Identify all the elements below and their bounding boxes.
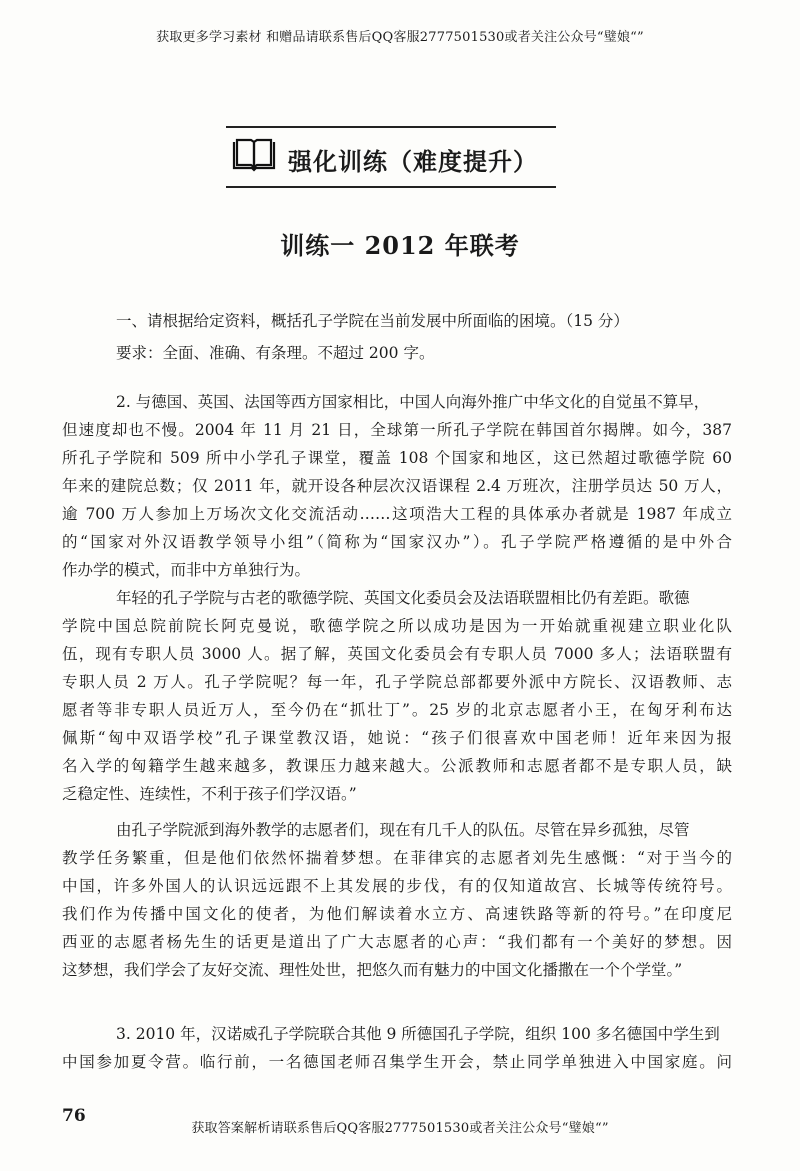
material-line: 年来的建院总数；仅 2011 年，就开设各种层次汉语课程 2.4 万班次，注册学员达 50 万人，	[62, 477, 732, 495]
material-line: 名入学的匈籍学生越来越多，教课压力越来越大。公派教师和志愿者都不是专职人员，缺	[62, 757, 732, 775]
material-line: 的“国家对外汉语教学领导小组”（简称为“国家汉办”）。孔子学院严格遵循的是中外合	[62, 533, 732, 551]
title-rule-top	[226, 126, 556, 128]
material-line: 但速度却也不慢。2004 年 11 月 21 日，全球第一所孔子学院在韩国首尔揭牌。如今，387	[62, 421, 732, 439]
title-rule-bottom	[226, 186, 556, 188]
material-line: 中国参加夏令营。临行前，一名德国老师召集学生开会，禁止同学单独进入中国家庭。问	[62, 1053, 732, 1071]
section-title: 强化训练（难度提升）	[288, 147, 538, 176]
material-line: 伍，现有专职人员 3000 人。据了解，英国文化委员会有专职人员 7000 多人；法语联盟有	[62, 645, 732, 663]
material-line: 乏稳定性、连续性，不利于孩子们学汉语。”	[62, 785, 357, 803]
footer-note: 获取答案解析请联系售后QQ客服2777501530或者关注公众号“璧娘“”	[191, 1121, 609, 1136]
header-note: 获取更多学习素材 和赠品请联系售后QQ客服2777501530或者关注公众号“璧娘“”	[156, 30, 644, 45]
material-line: 3. 2010 年，汉诺威孔子学院联合其他 9 所德国孔子学院，组织 100 多名德国中学生到	[116, 1025, 720, 1043]
material-line: 逾 700 万人参加上万场次文化交流活动……这项浩大工程的具体承办者就是 1987 年成立	[62, 505, 732, 523]
material-line: 学院中国总院前院长阿克曼说，歌德学院之所以成功是因为一开始就重视建立职业化队	[62, 617, 732, 635]
material-line: 佩斯“匈中双语学校”孔子课堂教汉语，她说：“孩子们很喜欢中国老师！近年来因为报	[62, 729, 732, 747]
question-prompt: 一、请根据给定资料，概括孔子学院在当前发展中所面临的困境。（15 分）	[116, 312, 629, 330]
question-requirement: 要求：全面、准确、有条理。不超过 200 字。	[116, 344, 435, 362]
material-line: 这梦想，我们学会了友好交流、理性处世，把悠久而有魅力的中国文化播撒在一个个学堂。”	[62, 961, 683, 979]
material-line: 西亚的志愿者杨先生的话更是道出了广大志愿者的心声：“我们都有一个美好的梦想。因	[62, 933, 732, 951]
material-line: 由孔子学院派到海外教学的志愿者们，现在有几千人的队伍。尽管在异乡孤独，尽管	[116, 821, 690, 839]
material-line: 所孔子学院和 509 所中小学孔子课堂，覆盖 108 个国家和地区，这已然超过歌德学院 60	[62, 449, 732, 467]
material-line: 愿者等非专职人员近万人，至今仍在“抓壮丁”。25 岁的北京志愿者小王，在匈牙利布达	[62, 701, 732, 719]
lesson-title: 训练一 2012 年联考	[280, 231, 520, 260]
material-line: 教学任务繁重，但是他们依然怀揣着梦想。在菲律宾的志愿者刘先生感慨：“对于当今的	[62, 849, 732, 867]
material-line: 作办学的模式，而非中方单独行为。	[62, 561, 311, 579]
material-line: 专职人员 2 万人。孔子学院呢？每一年，孔子学院总部都要外派中方院长、汉语教师、志	[62, 673, 732, 691]
material-line: 我们作为传播中国文化的使者，为他们解读着水立方、高速铁路等新的符号。”在印度尼	[62, 905, 732, 923]
material-line: 2. 与德国、英国、法国等西方国家相比，中国人向海外推广中华文化的自觉虽不算早，	[116, 393, 710, 411]
material-line: 中国，许多外国人的认识远远跟不上其发展的步伐，有的仅知道故宫、长城等传统符号。	[62, 877, 732, 895]
material-line: 年轻的孔子学院与古老的歌德学院、英国文化委员会及法语联盟相比仍有差距。歌德	[116, 589, 690, 607]
page-number: 76	[62, 1106, 86, 1126]
open-book-icon	[232, 138, 276, 172]
